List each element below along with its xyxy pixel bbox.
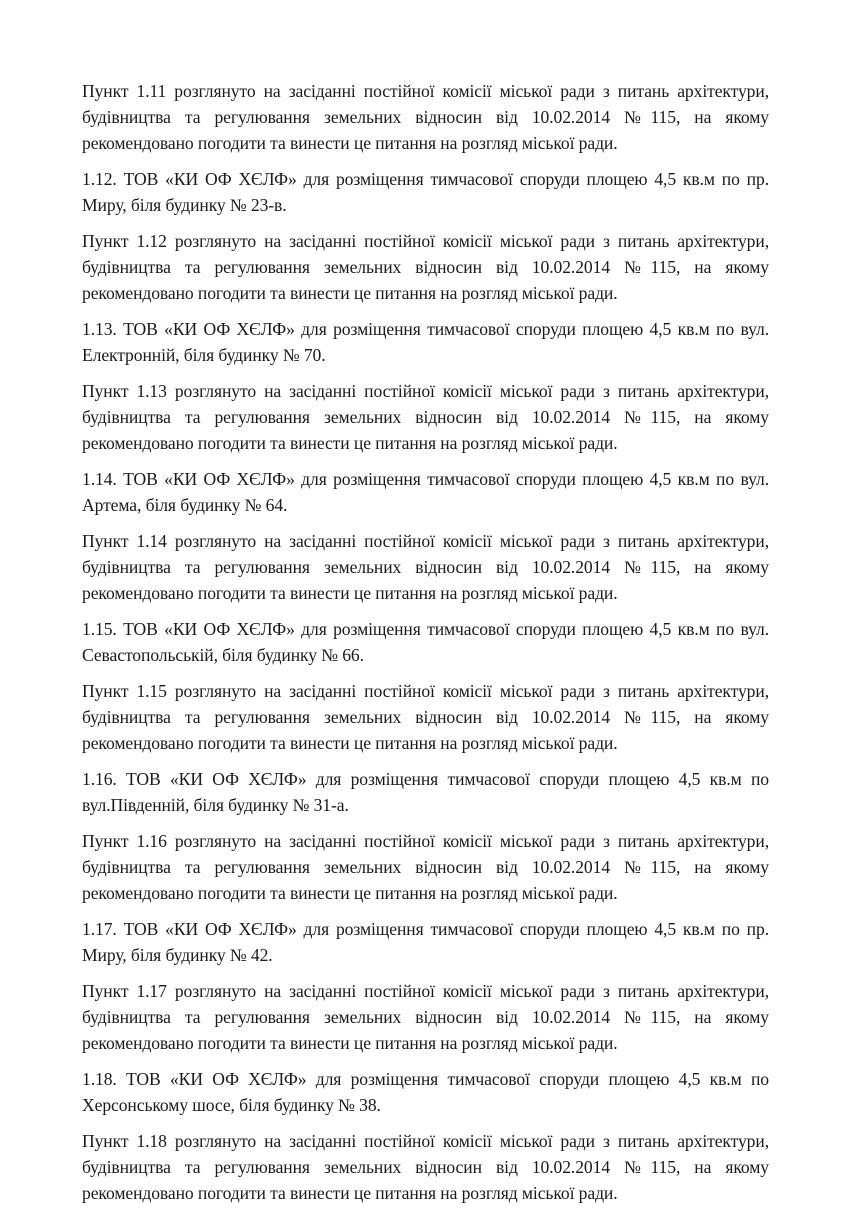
- review-paragraph-1-17: Пункт 1.17 розглянуто на засіданні постійної комісії міської ради з питань архітектури, будівництва та регулювання земельних відносин від 10.02.2014 №115, на якому рекомендовано погодити та винести це питання на розгляд міської ради.: [82, 981, 769, 1053]
- review-paragraph-1-12: Пункт 1.12 розглянуто на засіданні постійної комісії міської ради з питань архітектури, будівництва та регулювання земельних відносин від 10.02.2014 №115, на якому рекомендовано погодити та винести це питання на розгляд міської ради.: [82, 231, 769, 303]
- review-paragraph-1-13: Пункт 1.13 розглянуто на засіданні постійної комісії міської ради з питань архітектури, будівництва та регулювання земельних відносин від 10.02.2014 №115, на якому рекомендовано погодити та винести це питання на розгляд міської ради.: [82, 381, 769, 453]
- item-paragraph-1-18: 1.18. ТОВ «КИ ОФ ХЄЛФ» для розміщення тимчасової споруди площею 4,5 кв.м по Херсонському шосе, біля будинку № 38.: [82, 1069, 769, 1115]
- item-paragraph-1-16: 1.16. ТОВ «КИ ОФ ХЄЛФ» для розміщення тимчасової споруди площею 4,5 кв.м по вул.Південній, біля будинку № 31-а.: [82, 769, 769, 815]
- document-page: [82, 78, 769, 1216]
- item-paragraph-1-14: 1.14. ТОВ «КИ ОФ ХЄЛФ» для розміщення тимчасової споруди площею 4,5 кв.м по вул. Артема, біля будинку № 64.: [82, 469, 769, 515]
- review-paragraph-1-16: Пункт 1.16 розглянуто на засіданні постійної комісії міської ради з питань архітектури, будівництва та регулювання земельних відносин від 10.02.2014 №115, на якому рекомендовано погодити та винести це питання на розгляд міської ради.: [82, 831, 769, 903]
- review-paragraph-1-18: Пункт 1.18 розглянуто на засіданні постійної комісії міської ради з питань архітектури, будівництва та регулювання земельних відносин від 10.02.2014 №115, на якому рекомендовано погодити та винести це питання на розгляд міської ради.: [82, 1131, 769, 1203]
- review-paragraph-1-14: Пункт 1.14 розглянуто на засіданні постійної комісії міської ради з питань архітектури, будівництва та регулювання земельних відносин від 10.02.2014 №115, на якому рекомендовано погодити та винести це питання на розгляд міської ради.: [82, 531, 769, 603]
- item-paragraph-1-15: 1.15. ТОВ «КИ ОФ ХЄЛФ» для розміщення тимчасової споруди площею 4,5 кв.м по вул. Севастопольській, біля будинку № 66.: [82, 619, 769, 665]
- item-paragraph-1-12: 1.12. ТОВ «КИ ОФ ХЄЛФ» для розміщення тимчасової споруди площею 4,5 кв.м по пр. Миру, біля будинку № 23-в.: [82, 169, 769, 215]
- review-paragraph-1-11: Пункт 1.11 розглянуто на засіданні постійної комісії міської ради з питань архітектури, будівництва та регулювання земельних відносин від 10.02.2014 №115, на якому рекомендовано погодити та винести це питання на розгляд міської ради.: [82, 81, 769, 153]
- review-paragraph-1-15: Пункт 1.15 розглянуто на засіданні постійної комісії міської ради з питань архітектури, будівництва та регулювання земельних відносин від 10.02.2014 №115, на якому рекомендовано погодити та винести це питання на розгляд міської ради.: [82, 681, 769, 753]
- item-paragraph-1-17: 1.17. ТОВ «КИ ОФ ХЄЛФ» для розміщення тимчасової споруди площею 4,5 кв.м по пр. Миру, біля будинку № 42.: [82, 919, 769, 965]
- item-paragraph-1-13: 1.13. ТОВ «КИ ОФ ХЄЛФ» для розміщення тимчасової споруди площею 4,5 кв.м по вул. Електронній, біля будинку № 70.: [82, 319, 769, 365]
